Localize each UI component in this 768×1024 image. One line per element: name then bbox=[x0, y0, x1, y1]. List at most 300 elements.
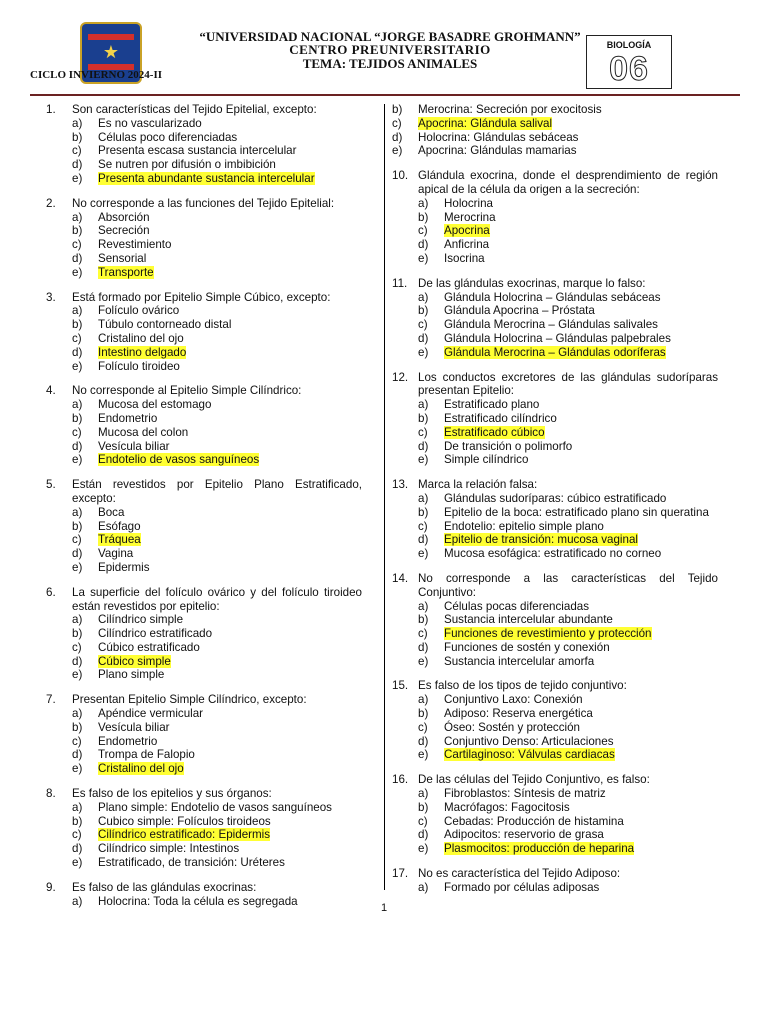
option-letter: b) bbox=[392, 103, 403, 116]
option bbox=[392, 117, 718, 131]
option-text: Adiposo: Reserva energética bbox=[444, 707, 593, 721]
option bbox=[72, 641, 362, 655]
option-text: Merocrina: Secreción por exocitosis bbox=[418, 103, 602, 116]
option-letter: b) bbox=[72, 411, 83, 425]
option bbox=[418, 801, 718, 815]
option-text: Apocrina: Glándulas mamarias bbox=[418, 144, 577, 158]
question-text: La superficie del folículo ovárico y del folículo tiroideo están revestidos por epitelio: bbox=[72, 585, 362, 613]
page-number: 1 bbox=[380, 902, 388, 914]
option-text: Cebadas: Producción de histamina bbox=[444, 814, 624, 828]
option-text: Vesícula biliar bbox=[98, 439, 170, 453]
option-letter: e) bbox=[72, 265, 83, 279]
option-text: Folículo ovárico bbox=[98, 304, 180, 318]
option bbox=[418, 627, 718, 641]
subject-box bbox=[586, 35, 672, 89]
option bbox=[418, 547, 718, 561]
option-letter: e) bbox=[72, 171, 83, 185]
question bbox=[392, 478, 718, 561]
option-text: Presenta escasa sustancia intercelular bbox=[98, 144, 297, 158]
option-text: Epidermis bbox=[98, 560, 150, 574]
option-letter: a) bbox=[418, 693, 429, 707]
option bbox=[418, 842, 718, 856]
question-text: De las glándulas exocrinas, marque lo falso: bbox=[418, 276, 646, 290]
option-letter: c) bbox=[72, 533, 82, 547]
right-questions bbox=[392, 169, 718, 894]
option-letter: d) bbox=[418, 439, 429, 453]
option-letter: b) bbox=[418, 613, 429, 627]
option-letter: a) bbox=[418, 290, 429, 304]
option-letter: e) bbox=[72, 856, 83, 870]
option bbox=[418, 197, 718, 211]
option bbox=[418, 828, 718, 842]
option bbox=[72, 304, 362, 318]
option-text: Conjuntivo Laxo: Conexión bbox=[444, 693, 583, 707]
option-letter: d) bbox=[418, 238, 429, 252]
option-text: Plano simple: Endotelio de vasos sanguíneos bbox=[98, 800, 332, 814]
question-number: 4. bbox=[46, 384, 56, 398]
question bbox=[392, 773, 718, 856]
question-number: 9. bbox=[46, 880, 56, 894]
option bbox=[72, 547, 362, 561]
question-text: No corresponde a las características del Tejido Conjuntivo: bbox=[418, 571, 718, 599]
option-letter: e) bbox=[418, 345, 429, 359]
option-letter: e) bbox=[72, 359, 83, 373]
option bbox=[72, 440, 362, 454]
header-rule bbox=[30, 94, 740, 96]
highlighted-answer: Estratificado cúbico bbox=[444, 425, 545, 439]
option-text: Estratificado cilíndrico bbox=[444, 411, 557, 425]
option bbox=[418, 346, 718, 360]
option-text: Cilíndrico estratificado bbox=[98, 627, 213, 641]
option bbox=[72, 668, 362, 682]
highlighted-answer: Funciones de revestimiento y protección bbox=[444, 627, 652, 641]
option-text: Apéndice vermicular bbox=[98, 707, 204, 721]
highlighted-answer: Cilíndrico estratificado: Epidermis bbox=[98, 828, 271, 842]
question-text: Marca la relación falsa: bbox=[418, 478, 538, 492]
question-number: 2. bbox=[46, 196, 56, 210]
option-letter: a) bbox=[72, 707, 83, 721]
highlighted-answer: Transporte bbox=[98, 265, 154, 279]
option bbox=[72, 506, 362, 520]
option bbox=[72, 144, 362, 158]
option-letter: c) bbox=[418, 814, 428, 828]
option-text: Se nutren por difusión o imbibición bbox=[98, 158, 276, 172]
option-text: Macrófagos: Fagocitosis bbox=[444, 800, 570, 814]
option-letter: d) bbox=[72, 547, 83, 561]
option-letter: d) bbox=[392, 130, 403, 144]
option-letter: a) bbox=[72, 800, 83, 814]
option-letter: d) bbox=[72, 439, 83, 453]
option bbox=[418, 332, 718, 346]
option-letter: e) bbox=[418, 842, 429, 856]
question bbox=[46, 103, 362, 186]
question bbox=[392, 867, 718, 895]
option-letter: a) bbox=[418, 398, 429, 412]
option-text: Sustancia intercelular abundante bbox=[444, 613, 613, 627]
option-letter: c) bbox=[418, 627, 428, 641]
option-letter: e) bbox=[392, 144, 403, 158]
option bbox=[72, 856, 362, 870]
question-9-continued bbox=[392, 103, 718, 158]
option-text: Secreción bbox=[98, 224, 150, 238]
option bbox=[72, 360, 362, 374]
option bbox=[72, 346, 362, 360]
option-text: Funciones de sostén y conexión bbox=[444, 640, 610, 654]
option-text: Es no vascularizado bbox=[98, 116, 202, 130]
question-number: 5. bbox=[46, 478, 56, 492]
university-name: “UNIVERSIDAD NACIONAL “JORGE BASADRE GROHMANN” bbox=[199, 29, 581, 44]
page-header bbox=[0, 0, 768, 100]
option bbox=[418, 520, 718, 534]
option bbox=[72, 613, 362, 627]
option-letter: a) bbox=[418, 787, 429, 801]
option-letter: d) bbox=[418, 331, 429, 345]
question-number: 12. bbox=[392, 370, 409, 384]
option-text: Cúbico estratificado bbox=[98, 640, 200, 654]
option-letter: c) bbox=[72, 331, 82, 345]
option-letter: c) bbox=[72, 828, 82, 842]
option bbox=[72, 801, 362, 815]
option-text: Trompa de Falopio bbox=[98, 748, 195, 762]
highlighted-answer: Cartilaginoso: Válvulas cardiacas bbox=[444, 748, 615, 762]
option bbox=[72, 762, 362, 776]
option bbox=[418, 492, 718, 506]
question-number: 10. bbox=[392, 169, 409, 183]
question-text: De las células del Tejido Conjuntivo, es falso: bbox=[418, 773, 650, 787]
highlighted-answer: Apocrina: Glándula salival bbox=[418, 116, 553, 130]
option bbox=[418, 318, 718, 332]
option bbox=[418, 291, 718, 305]
option-text: Boca bbox=[98, 505, 125, 519]
option bbox=[418, 721, 718, 735]
option-text: Glándula Holocrina – Glándulas sebáceas bbox=[444, 290, 661, 304]
subject-label: BIOLOGÍA bbox=[606, 40, 652, 50]
option-text: Túbulo contorneado distal bbox=[98, 318, 232, 332]
option bbox=[418, 748, 718, 762]
option bbox=[72, 318, 362, 332]
option bbox=[418, 655, 718, 669]
option-letter: a) bbox=[418, 880, 429, 894]
option bbox=[418, 600, 718, 614]
option bbox=[72, 533, 362, 547]
option bbox=[72, 828, 362, 842]
option-letter: e) bbox=[418, 748, 429, 762]
option-text: Anficrina bbox=[444, 238, 490, 252]
option-letter: d) bbox=[72, 654, 83, 668]
left-column bbox=[46, 103, 362, 919]
question bbox=[392, 572, 718, 669]
option bbox=[418, 613, 718, 627]
option-text: Cilíndrico simple bbox=[98, 613, 184, 627]
option bbox=[72, 211, 362, 225]
option-text: Simple cilíndrico bbox=[444, 453, 529, 467]
option-text: Plano simple bbox=[98, 668, 165, 682]
option-letter: d) bbox=[72, 345, 83, 359]
option-text: Glándula Holocrina – Glándulas palpebrales bbox=[444, 331, 671, 345]
option-letter: e) bbox=[72, 560, 83, 574]
question-number: 7. bbox=[46, 693, 56, 707]
option bbox=[418, 693, 718, 707]
option-letter: e) bbox=[72, 453, 83, 467]
option-text: Isocrina bbox=[444, 251, 485, 265]
option-text: Mucosa esofágica: estratificado no corneo bbox=[444, 547, 662, 561]
highlighted-answer: Plasmocitos: producción de heparina bbox=[444, 842, 635, 856]
option-letter: b) bbox=[418, 210, 429, 224]
option-text: Células poco diferenciadas bbox=[98, 130, 238, 144]
column-divider bbox=[384, 104, 385, 890]
question bbox=[46, 384, 362, 467]
question-text: Están revestidos por Epitelio Plano Estratificado, excepto: bbox=[72, 478, 362, 505]
question bbox=[46, 693, 362, 776]
option-letter: e) bbox=[72, 668, 83, 682]
highlighted-answer: Endotelio de vasos sanguíneos bbox=[98, 453, 260, 467]
option-text: Vesícula biliar bbox=[98, 720, 170, 734]
option bbox=[72, 707, 362, 721]
cycle-label: CICLO INVIERNO 2024-II bbox=[30, 69, 163, 81]
option-text: Cubico simple: Folículos tiroideos bbox=[98, 814, 271, 828]
highlighted-answer: Epitelio de transición: mucosa vaginal bbox=[444, 533, 638, 547]
option-letter: b) bbox=[72, 720, 83, 734]
option-letter: b) bbox=[72, 130, 83, 144]
question-text: Son características del Tejido Epitelial, excepto: bbox=[72, 103, 317, 116]
option-letter: c) bbox=[392, 116, 402, 130]
option-text: De transición o polimorfo bbox=[444, 439, 573, 453]
question-text: Es falso de los epitelios y sus órganos: bbox=[72, 787, 272, 801]
option-letter: a) bbox=[72, 613, 83, 627]
question-number: 6. bbox=[46, 585, 56, 599]
option bbox=[72, 117, 362, 131]
question bbox=[392, 277, 718, 360]
question-text: Es falso de los tipos de tejido conjuntivo: bbox=[418, 679, 627, 693]
option bbox=[72, 842, 362, 856]
option bbox=[72, 131, 362, 145]
option-letter: c) bbox=[418, 720, 428, 734]
option bbox=[72, 627, 362, 641]
option-letter: a) bbox=[418, 599, 429, 613]
highlighted-answer: Cúbico simple bbox=[98, 654, 171, 668]
option bbox=[418, 707, 718, 721]
option-letter: e) bbox=[418, 453, 429, 467]
option-text: Epitelio de la boca: estratificado plano sin queratina bbox=[444, 505, 709, 519]
option-letter: c) bbox=[418, 425, 428, 439]
option-text: Revestimiento bbox=[98, 238, 172, 252]
option-letter: a) bbox=[418, 196, 429, 210]
option-letter: a) bbox=[72, 505, 83, 519]
option bbox=[72, 412, 362, 426]
option-letter: c) bbox=[72, 425, 82, 439]
option-text: Absorción bbox=[98, 210, 150, 224]
option bbox=[72, 735, 362, 749]
option-letter: b) bbox=[72, 519, 83, 533]
option bbox=[418, 506, 718, 520]
option-letter: d) bbox=[72, 842, 83, 856]
option-letter: d) bbox=[72, 158, 83, 172]
option-letter: b) bbox=[418, 505, 429, 519]
question bbox=[46, 291, 362, 374]
option bbox=[72, 252, 362, 266]
option bbox=[418, 238, 718, 252]
question bbox=[46, 586, 362, 683]
option bbox=[418, 398, 718, 412]
option-text: Holocrina: Glándulas sebáceas bbox=[418, 130, 579, 144]
option-letter: c) bbox=[418, 318, 428, 332]
topic-title: TEMA: TEJIDOS ANIMALES bbox=[302, 56, 478, 71]
highlighted-answer: Intestino delgado bbox=[98, 345, 187, 359]
question-number: 8. bbox=[46, 787, 56, 801]
option-letter: e) bbox=[418, 251, 429, 265]
question-number: 15. bbox=[392, 679, 409, 693]
option bbox=[72, 158, 362, 172]
option-letter: c) bbox=[72, 640, 82, 654]
option bbox=[72, 238, 362, 252]
option bbox=[418, 426, 718, 440]
option-text: Mucosa del estomago bbox=[98, 398, 212, 412]
question bbox=[46, 197, 362, 280]
option bbox=[418, 787, 718, 801]
option bbox=[418, 453, 718, 467]
option-text: Glándulas sudoríparas: cúbico estratificado bbox=[444, 491, 667, 505]
option-text: Sensorial bbox=[98, 251, 147, 265]
option-letter: d) bbox=[418, 734, 429, 748]
option bbox=[72, 520, 362, 534]
option-letter: c) bbox=[72, 238, 82, 252]
option-letter: b) bbox=[72, 318, 83, 332]
option-letter: b) bbox=[72, 627, 83, 641]
option-text: Células pocas diferenciadas bbox=[444, 599, 590, 613]
option bbox=[418, 440, 718, 454]
question bbox=[392, 371, 718, 468]
question-text: No corresponde al Epitelio Simple Cilíndrico: bbox=[72, 384, 302, 398]
question-number: 14. bbox=[392, 571, 409, 585]
option-letter: b) bbox=[72, 814, 83, 828]
option-text: Vagina bbox=[98, 547, 134, 561]
option-letter: d) bbox=[418, 640, 429, 654]
option-letter: a) bbox=[72, 116, 83, 130]
option bbox=[392, 103, 718, 117]
question-number: 3. bbox=[46, 290, 56, 304]
question-number: 11. bbox=[392, 276, 408, 290]
option bbox=[72, 332, 362, 346]
option-letter: e) bbox=[72, 762, 83, 776]
option bbox=[72, 172, 362, 186]
question-text: Presentan Epitelio Simple Cilíndrico, excepto: bbox=[72, 693, 307, 707]
highlighted-answer: Presenta abundante sustancia intercelular bbox=[98, 171, 315, 185]
question-number: 1. bbox=[46, 103, 56, 116]
option bbox=[418, 533, 718, 547]
option-text: Merocrina bbox=[444, 210, 496, 224]
highlighted-answer: Apocrina bbox=[444, 224, 490, 238]
option-letter: a) bbox=[418, 491, 429, 505]
option-text: Endometrio bbox=[98, 734, 158, 748]
option-letter: d) bbox=[418, 533, 429, 547]
question bbox=[46, 478, 362, 575]
option-letter: b) bbox=[418, 707, 429, 721]
option-text: Folículo tiroideo bbox=[98, 359, 180, 373]
option-letter: d) bbox=[418, 828, 429, 842]
option-letter: b) bbox=[418, 800, 429, 814]
option-letter: d) bbox=[72, 251, 83, 265]
option-letter: a) bbox=[72, 210, 83, 224]
option-letter: c) bbox=[418, 519, 428, 533]
option bbox=[72, 655, 362, 669]
option-text: Estratificado, de transición: Uréteres bbox=[98, 856, 285, 870]
option-letter: e) bbox=[418, 654, 429, 668]
option-letter: c) bbox=[72, 734, 82, 748]
option bbox=[72, 748, 362, 762]
highlighted-answer: Cristalino del ojo bbox=[98, 762, 184, 776]
option bbox=[418, 304, 718, 318]
highlighted-answer: Glándula Merocrina – Glándulas odoríferas bbox=[444, 345, 666, 359]
option bbox=[418, 641, 718, 655]
question-text: Glándula exocrina, donde el desprendimiento de región apical de la célula da origen a la secreción: bbox=[418, 169, 718, 196]
option bbox=[418, 412, 718, 426]
option bbox=[72, 398, 362, 412]
question-number: 17. bbox=[392, 867, 409, 881]
option-letter: e) bbox=[418, 547, 429, 561]
option-text: Estratificado plano bbox=[444, 398, 540, 412]
option-letter: b) bbox=[418, 411, 429, 425]
question bbox=[392, 679, 718, 762]
option-text: Endometrio bbox=[98, 411, 158, 425]
question-text: No corresponde a las funciones del Tejido Epitelial: bbox=[72, 196, 335, 210]
option bbox=[392, 131, 718, 145]
option-text: Adipocitos: reservorio de grasa bbox=[444, 828, 604, 842]
option-letter: a) bbox=[72, 894, 83, 908]
option-text: Mucosa del colon bbox=[98, 425, 189, 439]
option bbox=[72, 266, 362, 280]
option-text: Óseo: Sostén y protección bbox=[444, 720, 580, 734]
question-text: Los conductos excretores de las glándulas sudoríparas presentan Epitelio: bbox=[418, 370, 718, 398]
option-letter: b) bbox=[72, 224, 83, 238]
question-text: Es falso de las glándulas exocrinas: bbox=[72, 880, 257, 894]
university-logo: ★ bbox=[80, 22, 142, 84]
option-text: Sustancia intercelular amorfa bbox=[444, 654, 595, 668]
option bbox=[72, 815, 362, 829]
option-text: Endotelio: epitelio simple plano bbox=[444, 519, 604, 533]
option-text: Cristalino del ojo bbox=[98, 331, 184, 345]
option bbox=[72, 453, 362, 467]
question-text: No es característica del Tejido Adiposo: bbox=[418, 867, 621, 881]
subject-number: 06 bbox=[609, 50, 649, 88]
right-column bbox=[392, 103, 718, 906]
option-letter: c) bbox=[72, 144, 82, 158]
option bbox=[72, 721, 362, 735]
center-name: CENTRO PREUNIVERSITARIO bbox=[289, 42, 491, 57]
option-letter: a) bbox=[72, 304, 83, 318]
option-text: Glándula Merocrina – Glándulas salivales bbox=[444, 318, 658, 332]
option bbox=[418, 224, 718, 238]
option-text: Conjuntivo Denso: Articulaciones bbox=[444, 734, 614, 748]
option bbox=[418, 735, 718, 749]
option bbox=[72, 561, 362, 575]
option bbox=[72, 224, 362, 238]
option-letter: a) bbox=[72, 398, 83, 412]
option-text: Glándula Apocrina – Próstata bbox=[444, 304, 595, 318]
option-text: Esófago bbox=[98, 519, 141, 533]
option-text: Holocrina: Toda la célula es segregada bbox=[98, 894, 298, 908]
option bbox=[392, 144, 718, 158]
option-text: Formado por células adiposas bbox=[444, 880, 600, 894]
option bbox=[418, 211, 718, 225]
option-text: Cilíndrico simple: Intestinos bbox=[98, 842, 240, 856]
option bbox=[418, 815, 718, 829]
question-number: 13. bbox=[392, 478, 409, 492]
option bbox=[418, 881, 718, 895]
question-text: Está formado por Epitelio Simple Cúbico, excepto: bbox=[72, 290, 331, 304]
option-text: Holocrina bbox=[444, 196, 493, 210]
highlighted-answer: Tráquea bbox=[98, 533, 141, 547]
option bbox=[72, 426, 362, 440]
